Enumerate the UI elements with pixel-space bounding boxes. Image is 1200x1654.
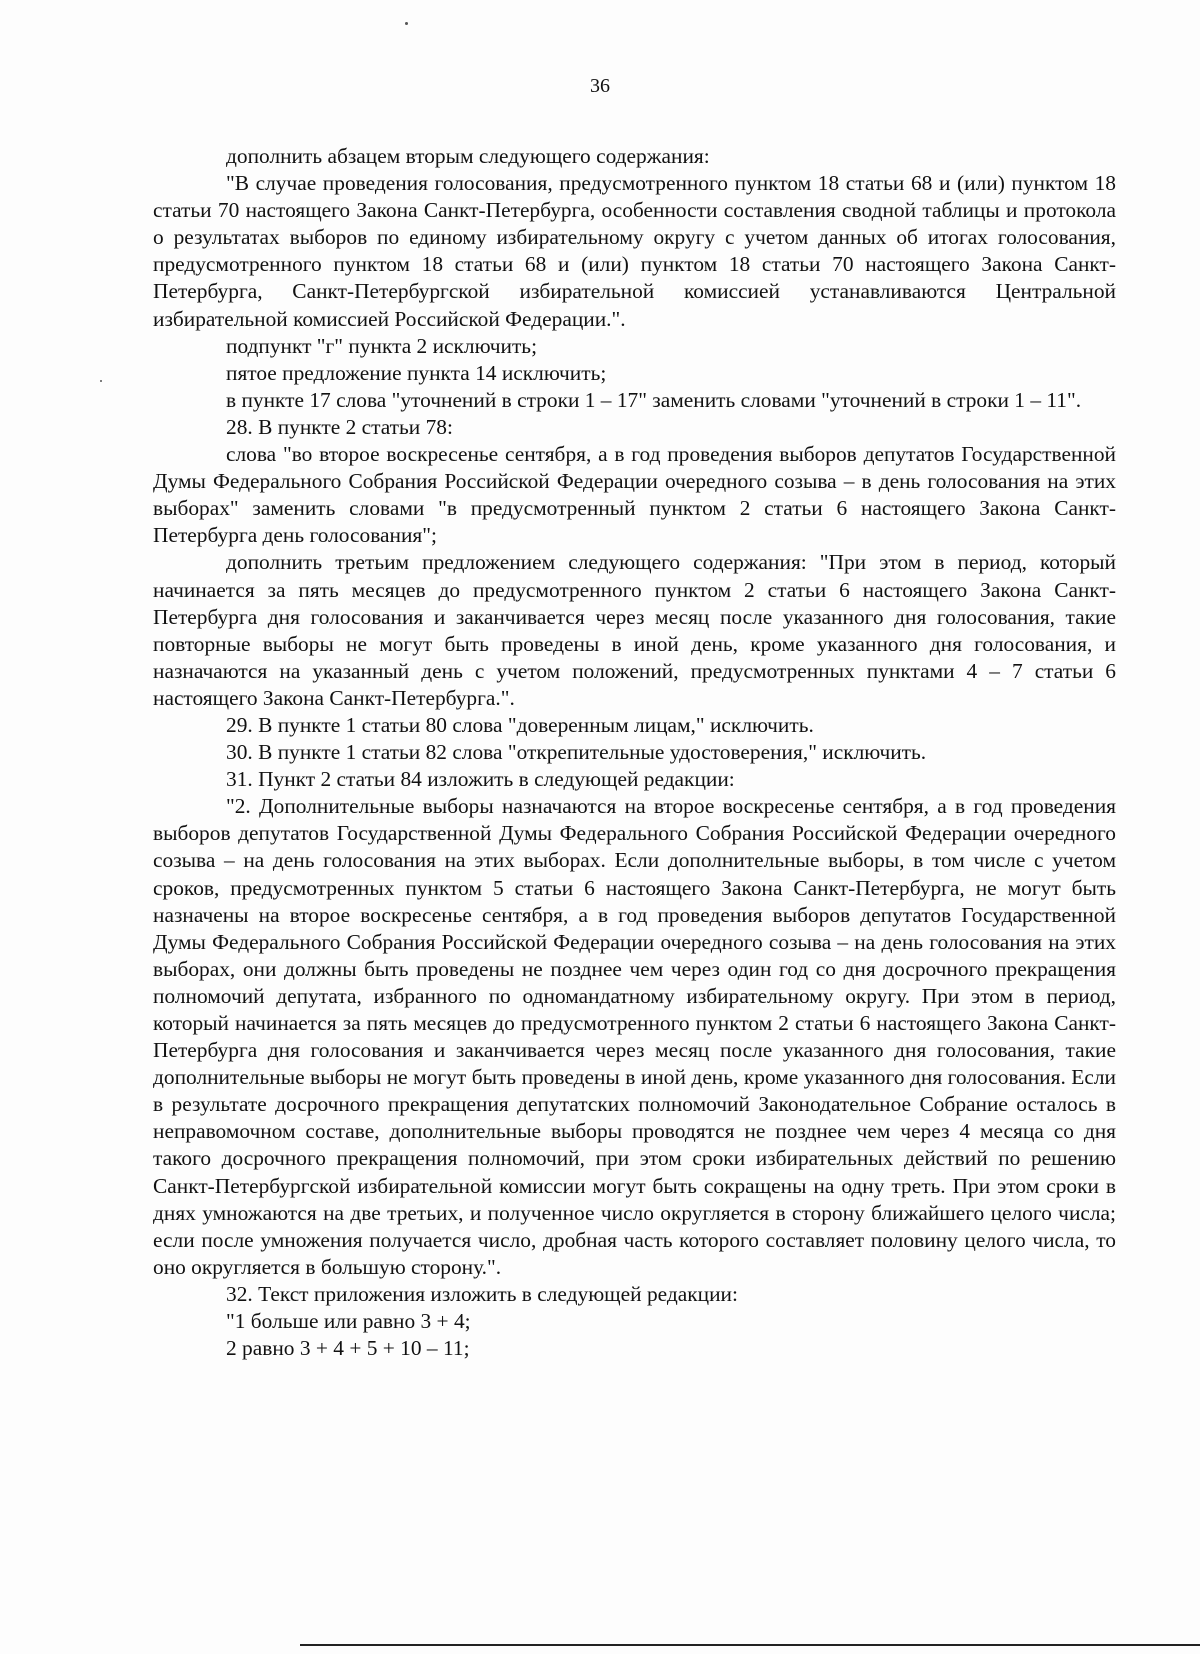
paragraph-item-30: 30. В пункте 1 статьи 82 слова "открепительные удостоверения," исключить. xyxy=(226,740,927,765)
paragraph-fifth-sentence-exclude: пятое предложение пункта 14 исключить; xyxy=(226,360,607,385)
paragraph-item-29: 29. В пункте 1 статьи 80 слова "доверенным лицам," исключить. xyxy=(226,712,814,737)
paragraph-subpoint-exclude: подпункт "г" пункта 2 исключить; xyxy=(226,333,538,358)
paragraph-item-32: 32. Текст приложения изложить в следующей редакции: xyxy=(226,1281,738,1306)
page-number: 36 xyxy=(590,75,610,97)
paragraph-words-replace: слова "во второе воскресенье сентября, а в год проведения выборов депутатов Государственной Думы Федерального Собрания Российской Федерации очередного созыва – в день голосования на этих выборах" заменить словами "в предусмотренный пунктом 2 статьи 6 настоящего Закона Санкт-Петербурга день голосования"; xyxy=(153,442,1116,548)
paragraph-item-28: 28. В пункте 2 статьи 78: xyxy=(226,414,453,439)
paragraph-formula-2: 2 равно 3 + 4 + 5 + 10 – 11; xyxy=(226,1336,470,1361)
paragraph-third-sentence-add: дополнить третьим предложением следующего содержания: "При этом в период, который начинается за пять месяцев до предусмотренного пунктом 2 статьи 6 настоящего Закона Санкт-Петербурга дня голосования и заканчивается через месяц после указанного дня голосования, такие повторные выборы не могут быть проведены в иной день, кроме указанного дня голосования, и назначаются на указанный день с учетом положений, предусмотренных пунктами 4 – 7 статьи 6 настоящего Закона Санкт-Петербурга.". xyxy=(153,550,1116,710)
paragraph-point-17-replace: в пункте 17 слова "уточнений в строки 1 – 17" заменить словами "уточнений в строки 1 – 11". xyxy=(226,387,1082,412)
scan-speck xyxy=(405,22,408,25)
paragraph-item-31: 31. Пункт 2 статьи 84 изложить в следующей редакции: xyxy=(226,767,735,792)
paragraph-additional-elections: "2. Дополнительные выборы назначаются на второе воскресенье сентября, а в год проведения выборов депутатов Государственной Думы Федерального Собрания Российской Федерации очередного созыва – на день голосования на этих выборах. Если дополнительные выборы, в том числе с учетом сроков, предусмотренных пунктом 5 статьи 6 настоящего Закона Санкт-Петербурга, не могут быть назначены на второе воскресенье сентября, а в год проведения выборов депутатов Государственной Думы Федерального Собрания Российской Федерации очередного созыва – на день голосования на этих выборах, они должны быть проведены не позднее чем через один год со дня досрочного прекращения полномочий депутата, избранного по одномандатному избирательному округу. При этом в период, который начинается за пять месяцев до предусмотренного пунктом 2 статьи 6 настоящего Закона Санкт-Петербурга дня голосования и заканчивается через месяц после указанного дня голосования, такие дополнительные выборы не могут быть проведены в иной день, кроме указанного дня голосования. Если в результате досрочного прекращения депутатских полномочий Законодательное Собрание осталось в неправомочном составе, дополнительные выборы проводятся не позднее чем через 4 месяца со дня такого досрочного прекращения полномочий, при этом сроки избирательных действий по решению Санкт-Петербургской избирательной комиссии могут быть сокращены на одну треть. При этом сроки в днях умножаются на две третьих, и полученное число округляется в сторону ближайшего целого числа; если после умножения получается число, дробная часть которого составляет половину целого числа, то оно округляется в большую сторону.". xyxy=(153,794,1116,1279)
scan-speck xyxy=(100,380,102,382)
paragraph-quoted-insert: "В случае проведения голосования, предусмотренного пунктом 18 статьи 68 и (или) пунктом 18 статьи 70 настоящего Закона Санкт-Петербурга, особенности составления сводной таблицы и протокола о результатах выборов по единому избирательному округу с учетом данных об итогах голосования, предусмотренного пунктом 18 статьи 68 и (или) пунктом 18 статьи 70 настоящего Закона Санкт-Петербурга, Санкт-Петербургской избирательной комиссией устанавливаются Центральной избирательной комиссией Российской Федерации.". xyxy=(153,171,1116,331)
document-body xyxy=(153,143,1116,1362)
paragraph-formula-1: "1 больше или равно 3 + 4; xyxy=(226,1309,471,1334)
paragraph-intro: дополнить абзацем вторым следующего содержания: xyxy=(226,144,710,168)
scan-edge-line xyxy=(300,1644,1200,1646)
